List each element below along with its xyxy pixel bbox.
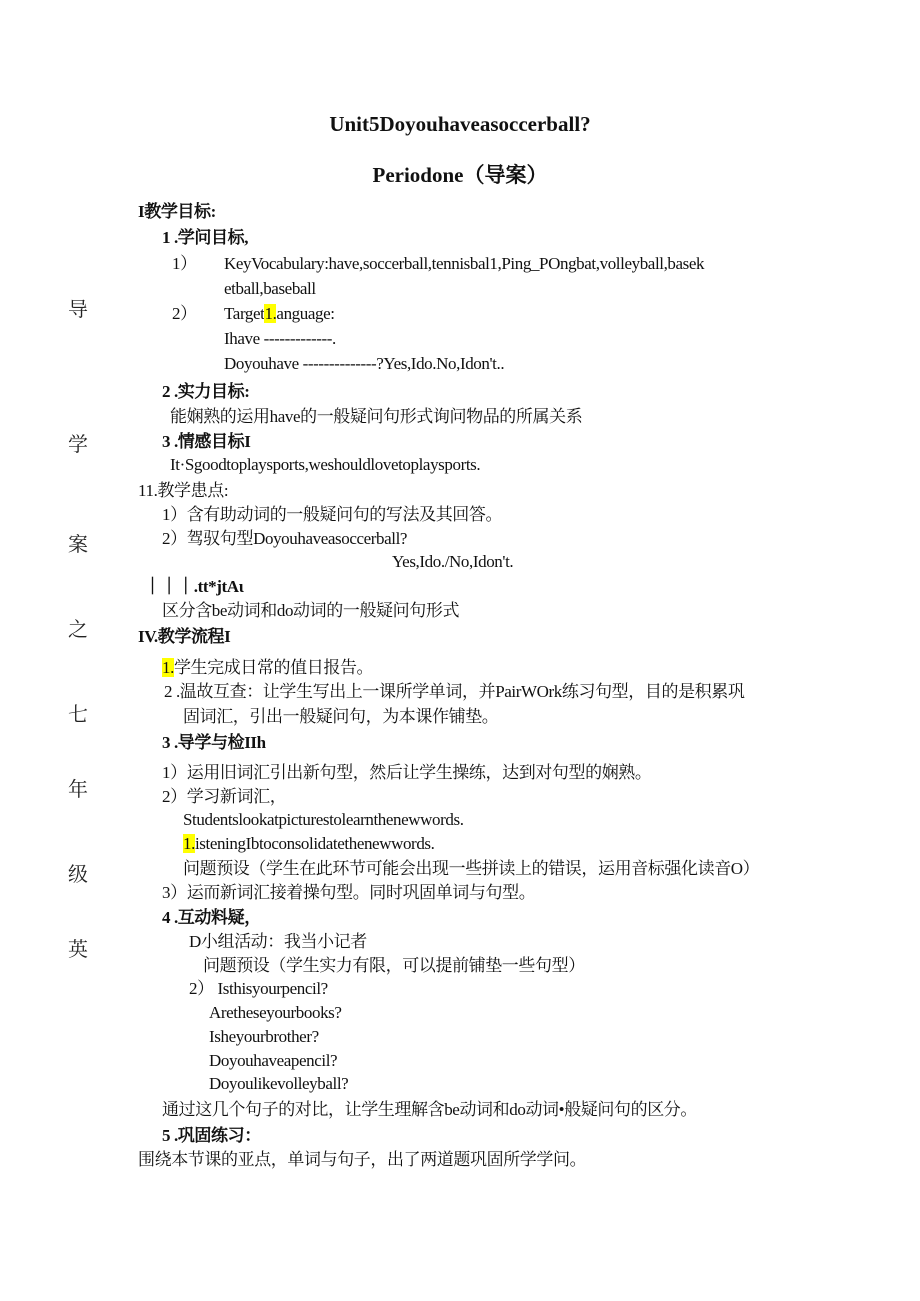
text-segment: 围绕本节课的亚点，单词与句子，出了两道题巩固所学学问。: [138, 1150, 587, 1169]
text-segment: Yes,Ido./No,Idon't.: [392, 552, 514, 571]
highlighted-text: 1.: [183, 834, 195, 853]
text-line: [162, 907, 261, 929]
text-line: [162, 882, 535, 904]
text-line: [172, 253, 197, 275]
text-line: [170, 454, 480, 476]
text-line: [224, 278, 316, 300]
text-line: [138, 201, 216, 223]
text-line: [224, 303, 335, 325]
text-segment: 2 .实力目标:: [162, 382, 250, 401]
document-subtitle: Periodone（导案）: [372, 163, 548, 187]
text-segment: Target: [224, 304, 265, 323]
text-segment: 1 .学问目标,: [162, 228, 249, 247]
text-line: [183, 706, 498, 728]
text-line: [209, 1026, 319, 1048]
text-segment: 3 .情感目标I: [162, 432, 251, 451]
text-segment: 学生完成日常的值日报告。: [173, 658, 374, 677]
text-segment: It·Sgoodtoplaysports,weshouldlovetoplaysports.: [170, 455, 481, 474]
text-segment: 1）含有助动词的一般疑问句的写法及其回答。: [162, 505, 503, 524]
text-segment: 通过这几个句子的对比，让学生理解含be动词和do动词•般疑问句的区分。: [162, 1100, 697, 1119]
text-line: [172, 303, 197, 325]
text-segment: 问题预设（学生实力有限，可以提前铺垫一些句型）: [203, 956, 585, 975]
text-line: [209, 1050, 337, 1072]
text-line: [138, 480, 228, 502]
text-line: [162, 528, 407, 550]
text-segment: 2）: [172, 304, 197, 323]
text-segment: 问题预设（学生在此环节可能会出现一些拼读上的错误，运用音标强化读音O）: [183, 859, 760, 878]
text-segment: Isheyourbrother?: [209, 1027, 319, 1046]
text-segment: 2）学习新词汇，: [162, 787, 287, 806]
text-line: [162, 1099, 697, 1121]
text-segment: 2）驾驭句型Doyouhaveasoccerball?: [162, 529, 408, 548]
text-line: [209, 1073, 348, 1095]
text-line: [162, 504, 502, 526]
text-line: [209, 1002, 342, 1024]
text-line: [183, 833, 434, 855]
text-line: [138, 1149, 586, 1171]
document-title: Unit5Doyouhaveasoccerball?: [329, 112, 591, 136]
text-line: [183, 809, 464, 831]
text-segment: Aretheseyourbooks?: [209, 1003, 342, 1022]
text-segment: 2 .温故互查：让学生写出上一课所学单词，并PairWOrk练习句型，目的是积累巩: [164, 682, 745, 701]
text-segment: 3）运而新词汇接着操句型。同时巩固单词与句型。: [162, 883, 536, 902]
text-line: [189, 931, 367, 953]
text-line: [224, 353, 504, 375]
text-segment: anguage:: [276, 304, 335, 323]
side-vertical-char: 年: [68, 777, 88, 801]
text-line: [144, 576, 244, 598]
text-segment: 1）: [172, 254, 197, 273]
side-vertical-char: 导: [68, 297, 88, 321]
highlighted-text: 1.: [162, 658, 174, 677]
text-line: [138, 626, 230, 648]
text-line: [164, 681, 744, 703]
text-line: [203, 955, 585, 977]
text-segment: 11.教学患点:: [138, 481, 229, 500]
highlighted-text: 1.: [264, 304, 277, 323]
text-segment: isteningIbtoconsolidatethenewwords.: [194, 834, 435, 853]
text-segment: 4 .互动料疑，: [162, 908, 261, 927]
text-segment: Ihave -------------.: [224, 329, 336, 348]
side-vertical-char: 案: [68, 532, 88, 556]
side-vertical-char: 学: [68, 432, 88, 456]
text-line: [224, 328, 336, 350]
text-segment: 2） Isthisyourpencil?: [189, 979, 328, 998]
text-segment: 固词汇，引出一般疑问句，为本课作铺垫。: [183, 707, 499, 726]
text-segment: 1）运用旧词汇引出新句型，然后让学生操练，达到对句型的娴熟。: [162, 763, 652, 782]
text-segment: etball,baseball: [224, 279, 316, 298]
side-vertical-char: 级: [68, 862, 88, 886]
text-line: [162, 732, 266, 754]
text-segment: Doyoulikevolleyball?: [209, 1074, 349, 1093]
text-segment: ｜｜｜.tt*jtAι: [144, 577, 244, 596]
text-segment: 能娴熟的运用have的一般疑问句形式询问物品的所属关系: [170, 407, 583, 426]
text-line: [170, 406, 582, 428]
text-line: [162, 600, 459, 622]
text-line: [162, 762, 652, 784]
text-segment: 5 .巩固练习：: [162, 1126, 261, 1145]
text-segment: Doyouhaveapencil?: [209, 1051, 338, 1070]
text-line: [392, 551, 513, 573]
text-line: [183, 858, 759, 880]
text-segment: KeyVocabulary:have,soccerball,tennisbal1,Ping_POngbat,volleyball,basek: [224, 254, 705, 273]
side-vertical-char: 英: [68, 937, 88, 961]
text-segment: 区分含be动词和do动词的一般疑问句形式: [162, 601, 460, 620]
text-segment: IV.教学流程I: [138, 627, 231, 646]
text-line: [224, 253, 704, 275]
text-segment: Doyouhave --------------?Yes,Ido.No,Idon't..: [224, 354, 505, 373]
text-segment: I教学目标:: [138, 202, 216, 221]
text-segment: D小组活动：我当小记者: [189, 932, 367, 951]
text-segment: Studentslookatpicturestolearnthenewwords.: [183, 810, 464, 829]
text-line: [189, 978, 328, 1000]
text-segment: 3 .导学与检IIh: [162, 733, 266, 752]
text-line: [162, 227, 248, 249]
text-line: [162, 381, 249, 403]
text-line: [162, 786, 286, 808]
text-line: [162, 1125, 261, 1147]
side-vertical-char: 之: [68, 617, 88, 641]
text-line: [162, 431, 250, 453]
text-line: [162, 657, 373, 679]
side-vertical-char: 七: [68, 702, 88, 726]
